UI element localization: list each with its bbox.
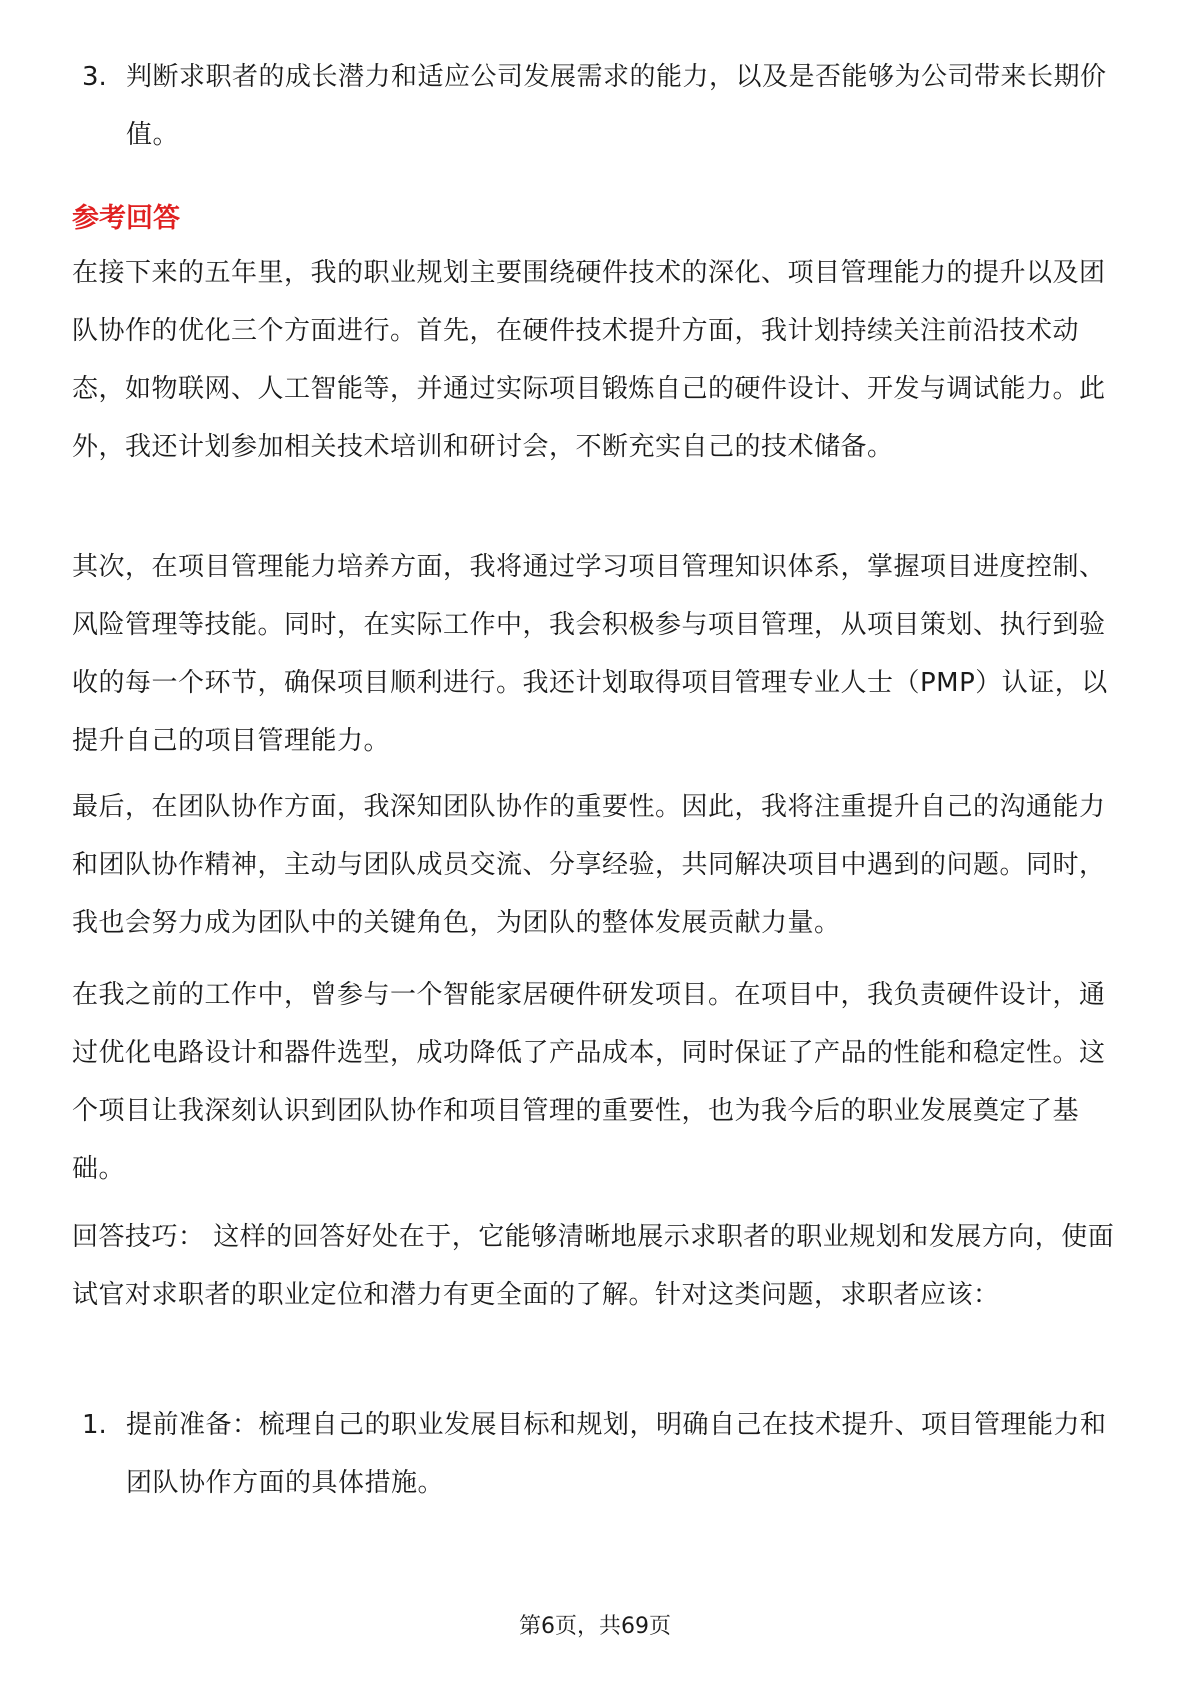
list-number: 3. <box>82 62 107 92</box>
paragraph-3: 最后，在团队协作方面，我深知团队协作的重要性。因此，我将注重提升自己的沟通能力和团队协作精神，主动与团队成员交流、分享经验，共同解决项目中遇到的问题。同时，我也会努力成为团队中的关键角色，为团队的整体发展贡献力量。 <box>72 792 1106 938</box>
list-number: 1. <box>82 1410 107 1440</box>
list-item-1 <box>82 1396 1122 1512</box>
section-heading: 参考回答 <box>72 203 180 234</box>
paragraph-5: 回答技巧： 这样的回答好处在于，它能够清晰地展示求职者的职业规划和发展方向，使面试官对求职者的职业定位和潜力有更全面的了解。针对这类问题，求职者应该： <box>72 1222 1115 1310</box>
list-text: 提前准备：梳理自己的职业发展目标和规划，明确自己在技术提升、项目管理能力和团队协作方面的具体措施。 <box>126 1410 1107 1498</box>
paragraph-2: 其次，在项目管理能力培养方面，我将通过学习项目管理知识体系，掌握项目进度控制、风险管理等技能。同时，在实际工作中，我会积极参与项目管理，从项目策划、执行到验收的每一个环节，确保项目顺利进行。我还计划取得项目管理专业人士（PMP）认证，以提升自己的项目管理能力。 <box>72 552 1108 756</box>
page-footer: 第6页，共69页 <box>519 1614 671 1639</box>
list-item-3 <box>82 48 1122 164</box>
paragraph-4: 在我之前的工作中，曾参与一个智能家居硬件研发项目。在项目中，我负责硬件设计，通过优化电路设计和器件选型，成功降低了产品成本，同时保证了产品的性能和稳定性。这个项目让我深刻认识到团队协作和项目管理的重要性，也为我今后的职业发展奠定了基础。 <box>72 980 1106 1184</box>
paragraph-1: 在接下来的五年里，我的职业规划主要围绕硬件技术的深化、项目管理能力的提升以及团队协作的优化三个方面进行。首先，在硬件技术提升方面，我计划持续关注前沿技术动态，如物联网、人工智能等，并通过实际项目锻炼自己的硬件设计、开发与调试能力。此外，我还计划参加相关技术培训和研讨会，不断充实自己的技术储备。 <box>72 258 1106 462</box>
list-text: 判断求职者的成长潜力和适应公司发展需求的能力，以及是否能够为公司带来长期价值。 <box>126 62 1107 150</box>
